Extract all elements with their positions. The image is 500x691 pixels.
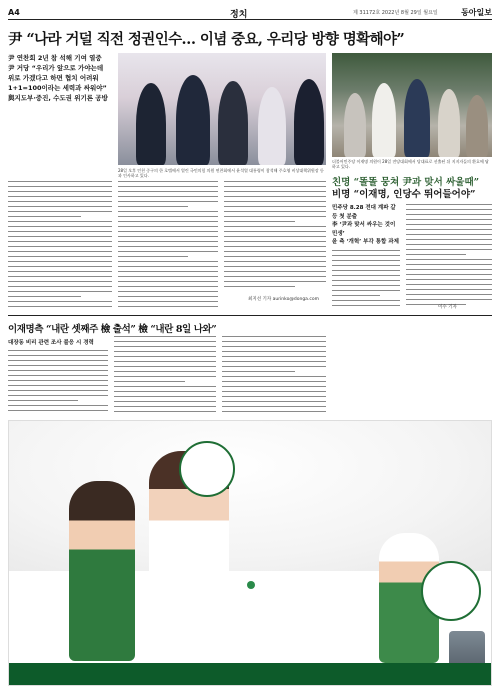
- side-byline: 이수 기자: [438, 305, 457, 310]
- section-divider: [8, 315, 492, 316]
- main-byline: 최지선 기자 aurinko@donga.com: [248, 297, 319, 302]
- second-headline: 이재명측 “내란 셋째주 檢 출석” 檢 “내란 8일 나와”: [8, 324, 217, 335]
- photo-president-workshop: [118, 53, 326, 165]
- ad-logo: [247, 581, 258, 590]
- ad-person-left: [69, 481, 135, 661]
- subhead-1: 尹 연찬회 2년 참 석해 기여 열중: [8, 54, 102, 62]
- ad-plant-image: [449, 631, 485, 665]
- article-column-3: [224, 181, 326, 311]
- side-headline-line2: 비명 “이재명, 인당수 뛰어들어야”: [332, 189, 476, 200]
- side-deck-1: 민주당 8.28 전대 계파 갈등 첫 분출: [332, 205, 396, 220]
- masthead: [8, 6, 492, 20]
- issue-date: 제 31172호 2022년 8월 29일 월요일: [353, 10, 438, 16]
- second-deck: 대장동 비리 관련 조사 불응 시 경력: [8, 340, 94, 346]
- page-number: A4: [8, 8, 20, 17]
- subhead-3: 위로 가겠다고 하면 협치 어려워: [8, 74, 99, 82]
- side-deck-3: 윤 측 ‘개혁’ 부각 통합 과제: [332, 239, 399, 245]
- photo2-caption: 더불어민주당 이재명 의원이 28일 전당대회에서 당대표로 선출된 뒤 지지자들의 환호에 답하고 있다.: [332, 159, 489, 169]
- section-title: 정치: [230, 10, 248, 20]
- subhead-4: 1+1=100이라는 세력과 싸워야”: [8, 84, 107, 92]
- side-article-column-2: [406, 204, 492, 310]
- second-article-column-2: [114, 336, 216, 414]
- side-article-column-1: [332, 250, 400, 310]
- article-column-2: [118, 181, 218, 311]
- second-article-column-3: [222, 336, 326, 414]
- newspaper-page: [8, 6, 492, 686]
- photo-party-convention: [332, 53, 492, 157]
- subhead-5: 與지도부·중진, 수도권 위기론 공방: [8, 94, 108, 102]
- side-deck: [332, 204, 400, 247]
- second-article-column-1: [8, 350, 108, 414]
- photo1-caption: 28일 오후 인천 중구의 한 호텔에서 열린 국민의힘 의원 연찬회에서 윤석열 대통령이 참석해 주호영 비상대책위원장 등과 인사하고 있다.: [118, 168, 324, 178]
- ad-footer: [9, 663, 492, 685]
- paper-logo: 동아일보: [461, 7, 492, 17]
- subhead-2: 尹 거당 “우리가 앞으로 가야는데: [8, 64, 104, 72]
- subheads: [8, 53, 108, 103]
- ad-badge-top: [179, 441, 235, 497]
- side-headline-line1: 친명 “똘똘 뭉쳐 尹과 맞서 싸울때”: [332, 177, 480, 188]
- advertisement[interactable]: [8, 420, 492, 686]
- side-headline: [332, 177, 492, 201]
- main-headline: 尹 “나라 거덜 직전 정권인수… 이념 중요, 우리당 방향 명확해야”: [8, 31, 405, 48]
- ad-badge-bottom: [421, 561, 481, 621]
- ad-logo-icon: [247, 581, 255, 589]
- article-column-1: [8, 181, 112, 311]
- side-deck-2: 李 ‘尹과 맞서 싸우는 것이 민생’: [332, 222, 396, 237]
